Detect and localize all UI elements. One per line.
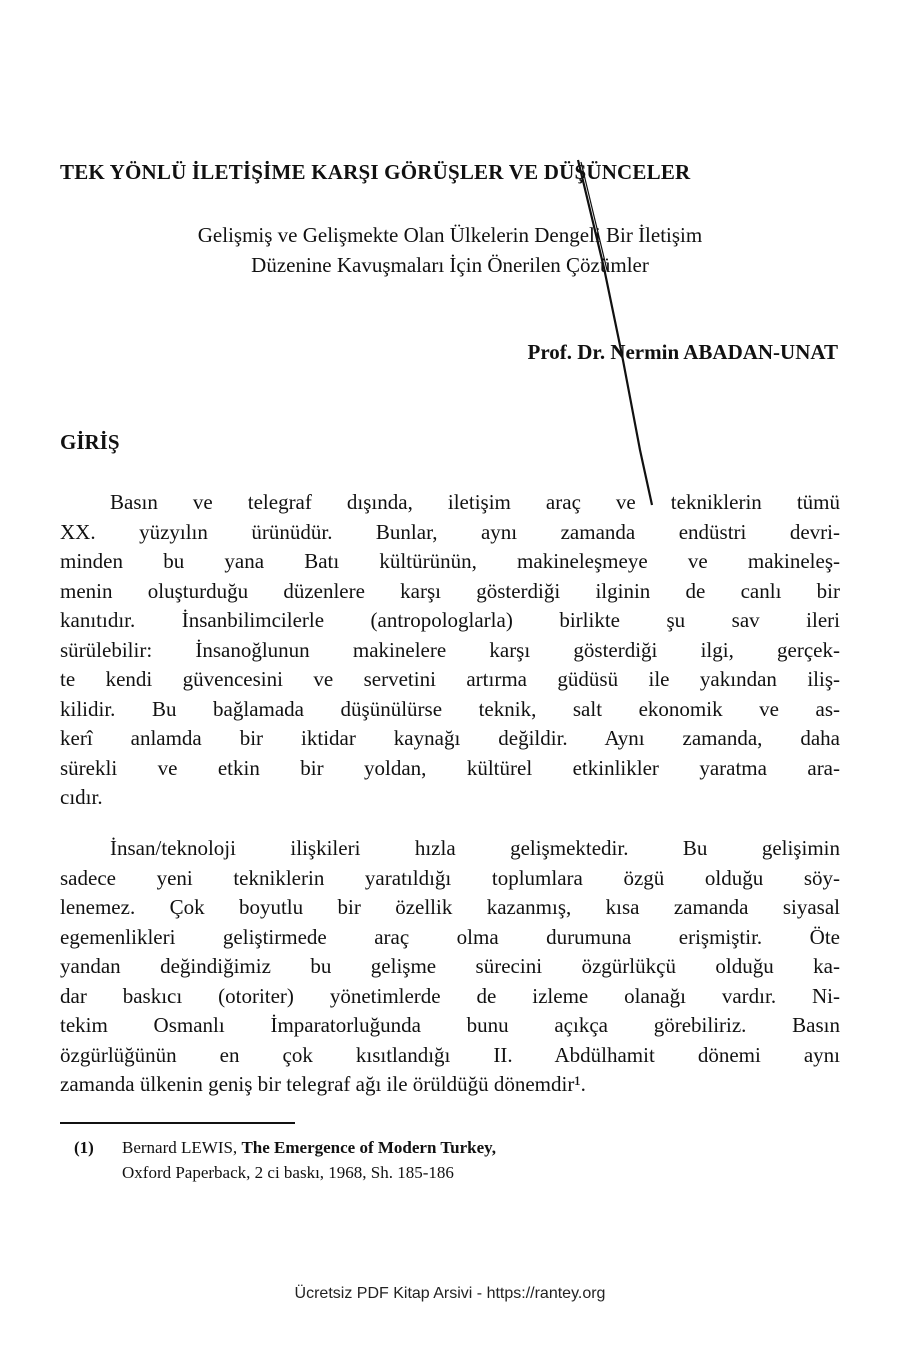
paragraph-line: sadece yeni tekniklerin yaratıldığı toplumlara özgü olduğu söy- xyxy=(60,865,840,890)
paragraph-1 xyxy=(60,488,840,813)
paragraph-line: kerî anlamda bir iktidar kaynağı değildir. Aynı zamanda, daha xyxy=(60,726,840,750)
footnote-line-1 xyxy=(122,1135,496,1160)
paragraph-line: yandan değindiğimiz bu gelişme sürecini özgürlükçü olduğu ka- xyxy=(60,954,840,978)
footnote-text xyxy=(122,1135,496,1185)
paragraph-line: minden bu yana Batı kültürünün, makineleşmeye ve makineleş- xyxy=(60,549,840,573)
paragraph-line: cıdır. xyxy=(60,785,103,809)
footnote-line-2: Oxford Paperback, 2 ci baskı, 1968, Sh. 185-186 xyxy=(122,1163,454,1182)
subtitle-line-1: Gelişmiş ve Gelişmekte Olan Ülkelerin Dengeli Bir İletişim xyxy=(197,223,703,247)
footnote-marker: (1) xyxy=(74,1138,94,1157)
paragraph-line: İnsan/teknoloji ilişkileri hızla gelişmektedir. Bu gelişimin xyxy=(110,836,840,860)
paragraph-line: zamanda ülkenin geniş bir telegraf ağı ile örüldüğü dönemdir¹. xyxy=(60,1072,586,1096)
paragraph-line: kilidir. Bu bağlamada düşünülürse teknik, salt ekonomik ve as- xyxy=(60,696,840,721)
paragraph-line: kanıtıdır. İnsanbilimcilerle (antropologlarla) birlikte şu sav ileri xyxy=(60,608,840,632)
paragraph-2 xyxy=(60,834,840,1100)
document-title: TEK YÖNLÜ İLETİŞİME KARŞI GÖRÜŞLER VE DÜŞÜNCELER xyxy=(60,160,691,184)
paragraph-line: sürekli ve etkin bir yoldan, kültürel etkinlikler yaratma ara- xyxy=(60,755,840,780)
footnote-author: Bernard LEWIS, xyxy=(122,1138,238,1157)
footnote-divider xyxy=(60,1122,295,1124)
document-subtitle xyxy=(60,220,840,280)
paragraph-line: Basın ve telegraf dışında, iletişim araç ve tekniklerin tümü xyxy=(110,490,840,514)
subtitle-line-2: Düzenine Kavuşmaları İçin Önerilen Çözümler xyxy=(251,253,649,277)
paragraph-line: tekim Osmanlı İmparatorluğunda bunu açıkça görebiliriz. Basın xyxy=(60,1013,840,1037)
paragraph-line: dar baskıcı (otoriter) yönetimlerde de izleme olanağı vardır. Ni- xyxy=(60,983,840,1008)
author-name: Prof. Dr. Nermin ABADAN-UNAT xyxy=(527,340,838,364)
paragraph-line: egemenlikleri geliştirmede araç olma durumuna erişmiştir. Öte xyxy=(60,924,840,949)
footnote-work-title: The Emergence of Modern Turkey, xyxy=(241,1138,496,1157)
paragraph-line: lenemez. Çok boyutlu bir özellik kazanmış, kısa zamanda siyasal xyxy=(60,895,840,919)
section-heading: GİRİŞ xyxy=(60,430,120,454)
paragraph-line: te kendi güvencesini ve servetini artırma güdüsü ile yakından iliş- xyxy=(60,667,840,691)
paragraph-line: özgürlüğünün en çok kısıtlandığı II. Abdülhamit dönemi aynı xyxy=(60,1042,840,1067)
paragraph-line: XX. yüzyılın ürünüdür. Bunlar, aynı zamanda endüstri devri- xyxy=(60,519,840,544)
paragraph-line: menin oluşturduğu düzenlere karşı gösterdiği ilginin de canlı bir xyxy=(60,578,840,603)
paragraph-line: sürülebilir: İnsanoğlunun makinelere karşı gösterdiği ilgi, gerçek- xyxy=(60,637,840,662)
page-footer: Ücretsiz PDF Kitap Arsivi - https://rantey.org xyxy=(294,1285,606,1302)
